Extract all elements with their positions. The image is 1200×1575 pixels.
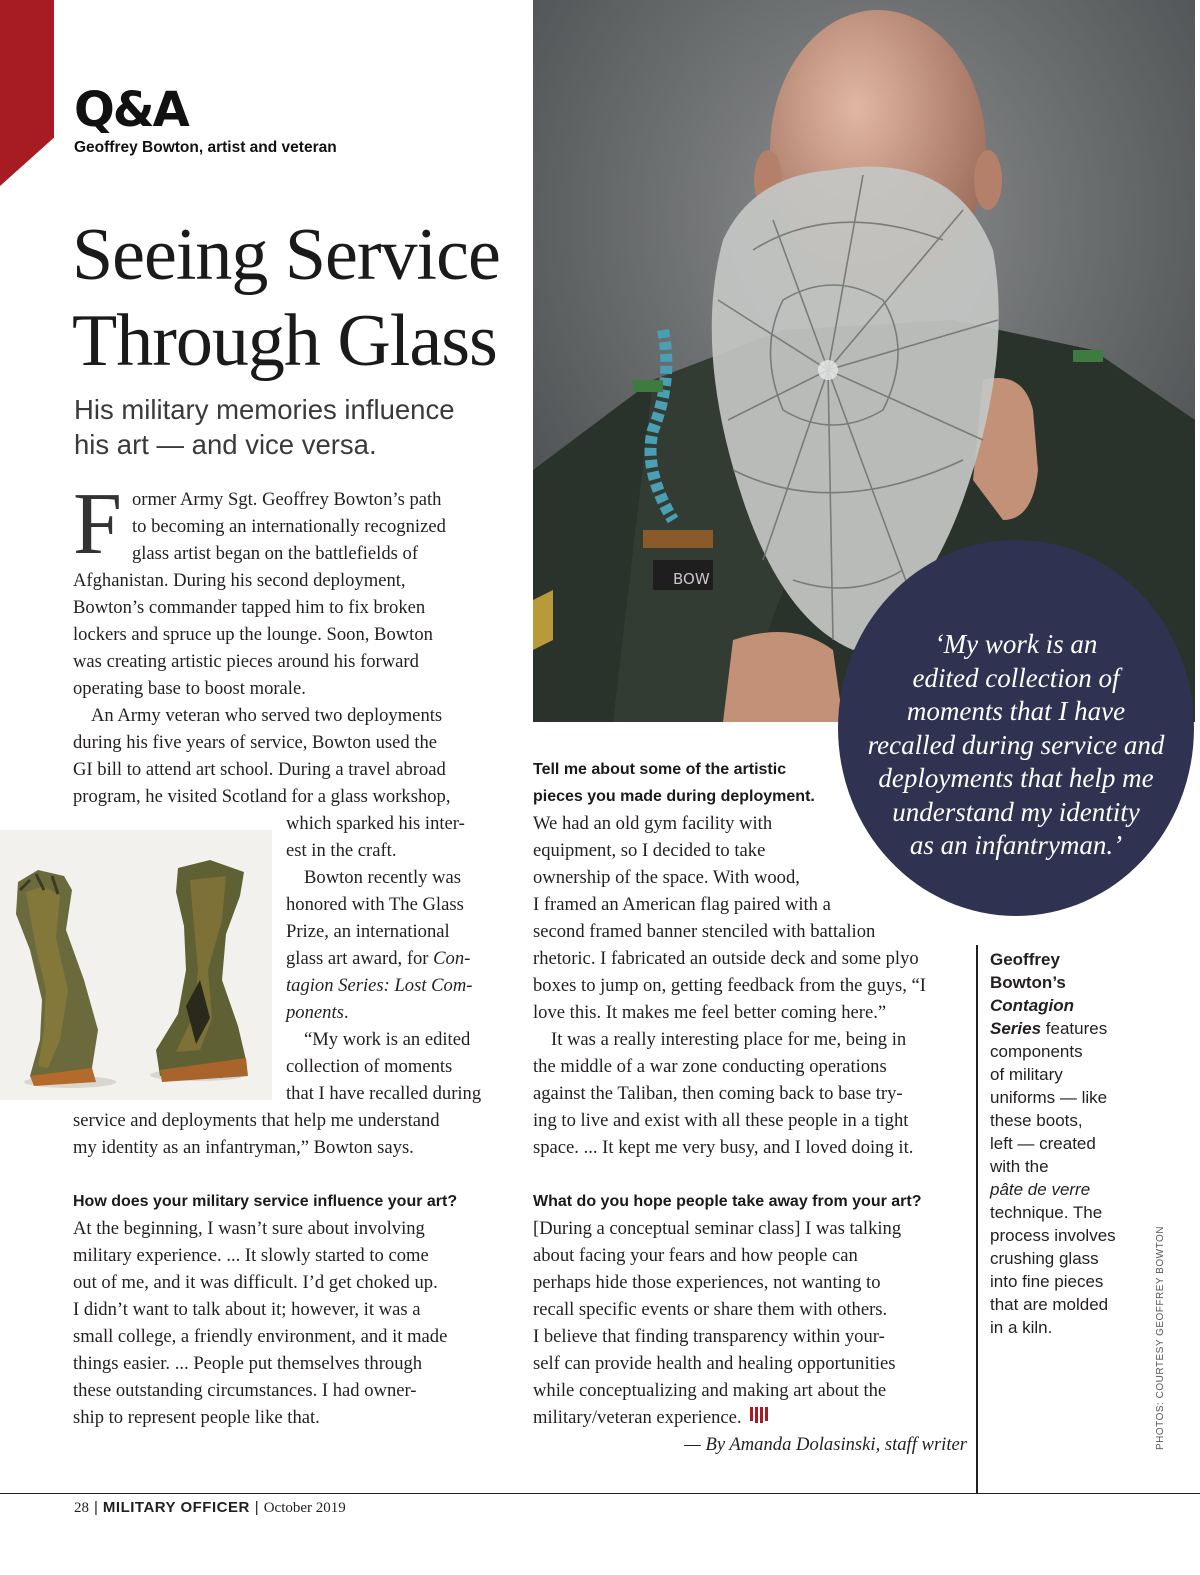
quote-line: deployments that help me: [878, 763, 1154, 793]
footer-rule: [0, 1493, 1200, 1494]
uniform-nametag: BOW: [673, 570, 710, 588]
text-line: ing to live and exist with all these people in a tight: [533, 1110, 909, 1131]
magazine-name: MILITARY OFFICER: [102, 1499, 250, 1516]
quote-line: recalled during service and: [867, 729, 1165, 760]
text-line: tagion Series: Lost Com-: [286, 975, 473, 996]
text-line: collection of moments: [286, 1056, 453, 1077]
body-paragraph: [73, 1107, 523, 1161]
body-paragraph: [73, 476, 513, 810]
text-line: while conceptualizing and making art about the: [533, 1380, 887, 1401]
section-corner-tab: [0, 0, 54, 186]
interview-question: Tell me about some of the artistic: [533, 761, 787, 778]
text-line: self can provide health and healing opportunities: [533, 1353, 896, 1374]
boots-photo: [0, 830, 272, 1100]
quote-line: understand my identity: [892, 796, 1140, 827]
quote-line: as an infantryman.’: [909, 830, 1123, 860]
text-line: ownership of the space. With wood,: [533, 867, 800, 888]
text-line: out of me, and it was difficult. I’d get choked up.: [73, 1272, 438, 1293]
quote-line: ‘My work is an: [934, 629, 1098, 659]
text-line: It was a really interesting place for me, being in: [551, 1029, 907, 1050]
text-line: I didn’t want to talk about it; however, it was a: [73, 1299, 421, 1320]
headline-line: Through Glass: [72, 300, 497, 382]
text-line: est in the craft.: [286, 840, 397, 861]
text-line: recall specific events or share them with others.: [533, 1299, 888, 1320]
text-line: the middle of a war zone conducting operations: [533, 1056, 887, 1077]
text-line: Bowton recently was: [304, 867, 461, 888]
quote-line: edited collection of: [912, 662, 1120, 693]
qa-block: [73, 1188, 523, 1431]
text-line: was creating artistic pieces around his forward: [73, 651, 419, 672]
text-line: I framed an American flag paired with a: [533, 894, 831, 915]
drop-cap: F: [73, 476, 122, 573]
qa-block: [533, 756, 973, 1161]
qa-block: [533, 1188, 973, 1431]
footer-separator: |: [254, 1499, 259, 1516]
text-line: against the Taliban, then coming back to base try-: [533, 1083, 903, 1104]
text-line: ship to represent people like that.: [73, 1407, 320, 1428]
text-line: military/veteran experience.: [533, 1404, 973, 1431]
text-line: second framed banner stenciled with battalion: [533, 921, 876, 942]
text-line: boxes to jump on, getting feedback from the guys, “I: [533, 975, 926, 996]
quote-line: moments that I have: [906, 696, 1126, 726]
text-line: which sparked his inter-: [286, 813, 465, 834]
text-line: about facing your fears and how people can: [533, 1245, 858, 1266]
text-line: glass art award, for Con-: [286, 948, 471, 969]
text-line: during his five years of service, Bowton used the: [73, 732, 438, 753]
text-line: ormer Army Sgt. Geoffrey Bowton’s path: [131, 489, 442, 510]
dek: [74, 392, 524, 462]
interview-question: How does your military service influence your art?: [73, 1193, 458, 1210]
interview-question: What do you hope people take away from your art?: [533, 1193, 922, 1210]
text-line: operating base to boost morale.: [73, 678, 306, 699]
text-line: Prize, an international: [286, 921, 450, 942]
text-line: program, he visited Scotland for a glass workshop,: [73, 786, 451, 807]
byline: — By Amanda Dolasinski, staff writer: [684, 1434, 967, 1455]
text-line: equipment, so I decided to take: [533, 840, 766, 861]
body-paragraph-narrow: [286, 810, 516, 1107]
text-line: military experience. ... It slowly started to come: [73, 1245, 429, 1266]
text-line: ponents.: [286, 1002, 349, 1023]
text-line: Afghanistan. During his second deployment,: [73, 570, 406, 591]
issue-date: October 2019: [263, 1500, 346, 1516]
text-line: to becoming an internationally recognized: [131, 516, 446, 537]
photo-caption: Geoffrey Bowton’s Contagion Series features components of military uniforms — like these boots, left — created with the pâte de verre technique. The process involves crushing glass into fine pieces that are molded in a kiln.: [990, 950, 1116, 1337]
text-line: GI bill to attend art school. During a travel abroad: [73, 759, 446, 780]
text-line: love this. It makes me feel better coming here.”: [533, 1002, 887, 1023]
text-line: small college, a friendly environment, and it made: [73, 1326, 448, 1347]
text-line: these outstanding circumstances. I had owner-: [73, 1380, 417, 1401]
text-line: [During a conceptual seminar class] I was talking: [533, 1218, 902, 1239]
section-subtitle: Geoffrey Bowton, artist and veteran: [74, 139, 337, 156]
dek-line: his art — and vice versa.: [74, 429, 377, 460]
dek-line: His military memories influence: [74, 394, 455, 425]
headline: [72, 212, 532, 384]
text-line: honored with The Glass: [286, 894, 464, 915]
text-line: things easier. ... People put themselves through: [73, 1353, 423, 1374]
text-line: glass artist began on the battlefields of: [131, 543, 419, 564]
section-title: Q&A: [74, 82, 188, 138]
column-divider: [976, 945, 978, 1493]
text-line: perhaps hide those experiences, not wanting to: [533, 1272, 881, 1293]
text-line: An Army veteran who served two deployments: [91, 705, 443, 726]
text-line: Bowton’s commander tapped him to fix broken: [73, 597, 426, 618]
page-footer: [74, 1496, 346, 1519]
text-line: my identity as an infantryman,” Bowton says.: [73, 1137, 414, 1158]
text-line: rhetoric. I fabricated an outside deck and some plyo: [533, 948, 919, 969]
interview-question: pieces you made during deployment.: [533, 788, 815, 805]
headline-line: Seeing Service: [72, 214, 500, 296]
text-line: that I have recalled during: [286, 1083, 482, 1104]
text-line: space. ... It kept me very busy, and I loved doing it.: [533, 1137, 914, 1158]
text-line: lockers and spruce up the lounge. Soon, Bowton: [73, 624, 433, 645]
photo-credit: PHOTOS: COURTESY GEOFFREY BOWTON: [1155, 1226, 1166, 1450]
footer-separator: |: [94, 1499, 98, 1516]
text-line: We had an old gym facility with: [533, 813, 773, 834]
page-number: 28: [74, 1500, 89, 1516]
end-mark-icon: [750, 1404, 768, 1431]
text-line: service and deployments that help me understand: [73, 1110, 440, 1131]
text-line: “My work is an edited: [304, 1029, 471, 1050]
text-line: At the beginning, I wasn’t sure about involving: [73, 1218, 425, 1239]
text-line: I believe that finding transparency within your-: [533, 1326, 885, 1347]
